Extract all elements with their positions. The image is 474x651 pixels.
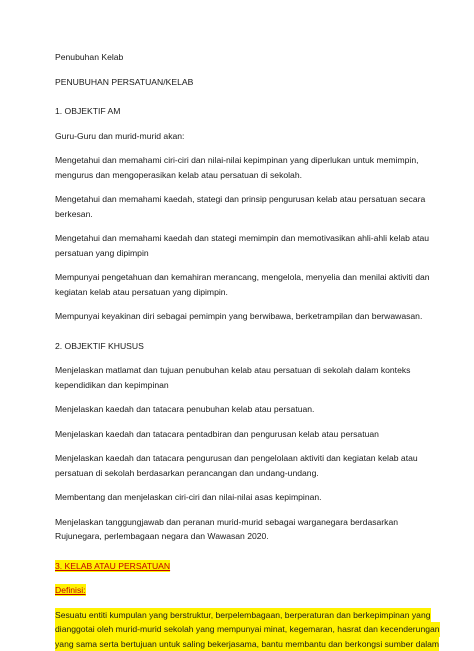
document-subtitle: PENUBUHAN PERSATUAN/KELAB — [55, 75, 425, 90]
section1-item — [55, 231, 425, 260]
paragraph-line: Menjelaskan matlamat dan tujuan penubuhan kelab atau persatuan di sekolah dalam konteks — [55, 363, 425, 378]
paragraph-line: persatuan yang dipimpin — [55, 246, 425, 261]
paragraph-line: persatuan di sekolah berdasarkan perancangan dan undang-undang. — [55, 466, 425, 481]
paragraph-line: Mengetahui dan memahami kaedah dan stategi memimpin dan memotivasikan ahli-ahli kelab atau — [55, 231, 425, 246]
section1-item — [55, 309, 425, 324]
definition-line-wrap — [55, 622, 425, 637]
paragraph-line: Mengetahui dan memahami ciri-ciri dan nilai-nilai kepimpinan yang diperlukan untuk memimpin, — [55, 153, 425, 168]
paragraph-line: Menjelaskan kaedah dan tatacara pentadbiran dan pengurusan kelab atau persatuan — [55, 427, 425, 442]
definition-line: Sesuatu entiti kumpulan yang berstruktur, berpelembagaan, berperaturan dan berkepimpinan yang — [55, 608, 431, 623]
definition-line-wrap — [55, 608, 425, 623]
paragraph-line: kegiatan kelab atau persatuan yang dipimpin. — [55, 285, 425, 300]
section1-item — [55, 153, 425, 182]
section2-item — [55, 451, 425, 480]
section1-intro: Guru-Guru dan murid-murid akan: — [55, 129, 425, 144]
section3-heading-wrap — [55, 559, 425, 574]
paragraph-line: berkesan. — [55, 207, 425, 222]
paragraph-line: Mengetahui dan memahami kaedah, stategi dan prinsip pengurusan kelab atau persatuan secara — [55, 192, 425, 207]
definition-label-wrap — [55, 583, 425, 598]
section1-item — [55, 192, 425, 221]
section3-heading: 3. KELAB ATAU PERSATUAN — [55, 560, 170, 572]
section1-item — [55, 270, 425, 299]
document-content — [55, 50, 425, 651]
definition-paragraph — [55, 608, 425, 651]
section2-item — [55, 490, 425, 505]
section2-heading: 2. OBJEKTIF KHUSUS — [55, 339, 425, 354]
definition-label: Definisi: — [55, 584, 86, 596]
definition-line: dianggotai oleh murid-murid sekolah yang mempunyai minat, kegemaran, hasrat dan kecenderungan — [55, 622, 440, 637]
paragraph-line: Menjelaskan tanggungjawab dan peranan murid-murid sebagai warganegara berdasarkan — [55, 515, 425, 530]
section2-item — [55, 515, 425, 544]
paragraph-line: kependidikan dan kepimpinan — [55, 378, 425, 393]
paragraph-line: Mempunyai keyakinan diri sebagai pemimpin yang berwibawa, berketrampilan dan berwawasan. — [55, 309, 425, 324]
section1-heading: 1. OBJEKTIF AM — [55, 104, 425, 119]
paragraph-line: Membentang dan menjelaskan ciri-ciri dan nilai-nilai asas kepimpinan. — [55, 490, 425, 505]
paragraph-line: mengurus dan mengoperasikan kelab atau persatuan di sekolah. — [55, 168, 425, 183]
section2-item — [55, 363, 425, 392]
paragraph-line: Menjelaskan kaedah dan tatacara penubuhan kelab atau persatuan. — [55, 402, 425, 417]
section2-item — [55, 427, 425, 442]
paragraph-line: Menjelaskan kaedah dan tatacara pengurusan dan pengelolaan aktiviti dan kegiatan kelab atau — [55, 451, 425, 466]
definition-line: yang sama serta bertujuan untuk saling bekerjasama, bantu membantu dan berkongsi sumber dalam — [55, 637, 439, 651]
paragraph-line: Rujunegara, perlembagaan negara dan Wawasan 2020. — [55, 529, 425, 544]
definition-line-wrap — [55, 637, 425, 651]
paragraph-line: Mempunyai pengetahuan dan kemahiran merancang, mengelola, menyelia dan menilai aktiviti dan — [55, 270, 425, 285]
section2-item — [55, 402, 425, 417]
document-title: Penubuhan Kelab — [55, 50, 425, 65]
